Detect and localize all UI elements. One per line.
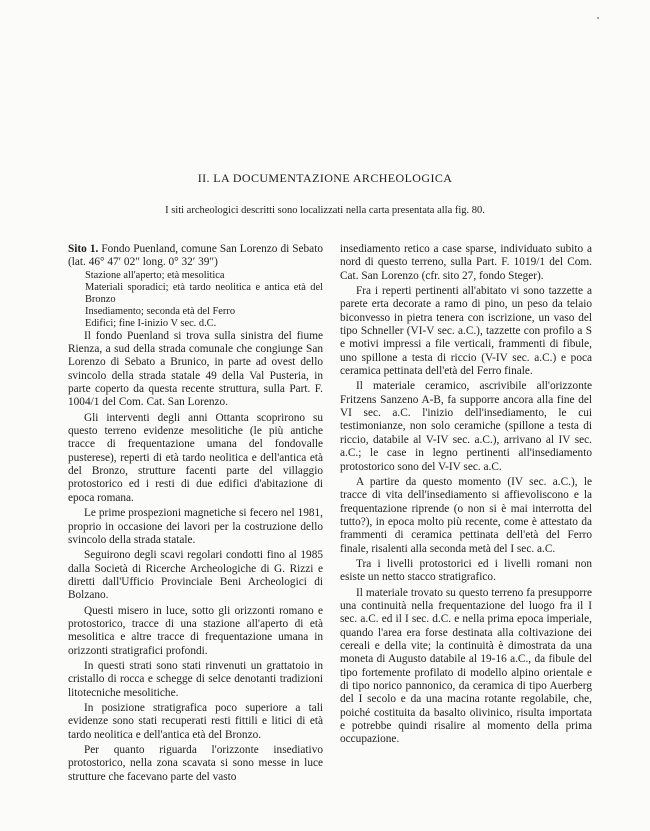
- right-column: [340, 243, 592, 747]
- paragraph: Fra i reperti pertinenti all'abitato vi sono tazzette a parete erta decorate a ramo di pino, un peso da telaio biconvesso in pietra tenera con iscrizione, un vaso del tipo Schneller (VI-V sec. a.C.), tazzette con profilo a S e motivi impressi a file verticali, frammenti di fibule, uno spillone a testa di riccio (V-IV sec. a.C.) e poca ceramica pettinata dell'età del Ferro finale.: [340, 285, 592, 378]
- paragraph: Il materiale trovato su questo terreno fa presupporre una continuità nella frequentazione del luogo fra il I sec. a.C. ed il I sec. d.C. e nella prima epoca imperiale, quando l'area era forse destinata alla coltivazione dei cereali e della vite; la continuità è dimostrata da una moneta di Augusto databile al 19-16 a.C., da fibule del tipo fortemente profilato di modello alpino orientale e di tipo norico pannonico, da ceramica di tipo Auerberg del I secolo e da una macina rotante regolabile, che, poiché costituita da basalto olivinico, risulta importata e potrebbe quindi risalire al momento della prima occupazione.: [340, 586, 592, 746]
- site-detail: Stazione all'aperto; età mesolitica: [85, 269, 225, 281]
- paragraph: In questi strati sono stati rinvenuti un grattatoio in cristallo di rocca e schegge di selce denotanti tradizioni litotecniche mesolitiche.: [68, 659, 323, 699]
- chapter-subtitle: I siti archeologici descritti sono localizzati nella carta presentata alla fig. 80.: [165, 205, 485, 216]
- paragraph: In posizione stratigrafica poco superiore a tali evidenze sono stati recuperati resti fittili e litici di età tardo neolitica e dell'antica età del Bronzo.: [68, 701, 323, 741]
- paragraph: Gli interventi degli anni Ottanta scoprirono su questo terreno evidenze mesolitiche (le più antiche tracce di frequentazione umana del fondovalle pusterese), reperti di età tardo neolitica e dell'antica età del Bronzo, strutture facenti parte del villaggio protostorico ed i resti di due edifici d'abitazione di epoca romana.: [68, 411, 323, 504]
- site-detail: Insediamento; seconda età del Ferro: [85, 305, 236, 317]
- paragraph: Il materiale ceramico, ascrivibile all'orizzonte Fritzens Sanzeno A-B, fa supporre ancora alla fine del VI sec. a.C. l'inizio dell'insediamento, le cui testimonianze, non solo ceramiche (spillone a testa di riccio, databile al V-IV sec. a.C.), arrivano al IV sec. a.C.; le case in legno pertinenti all'insediamento protostorico sono del V-IV sec. a.C.: [340, 380, 592, 473]
- site-detail: Edifici; fine I-inizio V sec. d.C.: [85, 317, 217, 329]
- chapter-heading: II. LA DOCUMENTAZIONE ARCHEOLOGICA: [197, 171, 453, 185]
- site-label: Sito 1.: [68, 243, 99, 255]
- paragraph: Per quanto riguarda l'orizzonte insediativo protostorico, nella zona scavata si sono messe in luce strutture che facevano parte del vasto: [68, 744, 323, 783]
- paragraph: Le prime prospezioni magnetiche si fecero nel 1981, proprio in occasione dei lavori per la costruzione dello svincolo della strada statale.: [68, 507, 323, 546]
- paragraph: Questi misero in luce, sotto gli orizzonti romano e protostorico, tracce di una stazione all'aperto di età mesolitica e altre tracce di frequentazione umana in orizzonti stratigrafici profondi.: [68, 604, 323, 657]
- paragraph: Il fondo Puenland si trova sulla sinistra del fiume Rienza, a sud della strada comunale che congiunge San Lorenzo di Sebato a Brunico, in parte ad ovest dello svincolo della strada statale 49 della Val Pusteria, in parte coperto da questa recente struttura, sulla Part. F. 1004/1 del Com. Cat. San Lorenzo.: [68, 329, 323, 409]
- speck: [597, 17, 599, 19]
- paragraph: insediamento retico a case sparse, individuato subito a nord di questo terreno, sulla Part. F. 1019/1 del Com. Cat. San Lorenzo (cfr. sito 27, fondo Steger).: [340, 243, 592, 282]
- site-detail: Materiali sporadici; età tardo neolitica e antica età del Bronzo: [85, 281, 323, 305]
- paragraph: Tra i livelli protostorici ed i livelli romani non esiste un netto stacco stratigrafico.: [340, 557, 592, 584]
- paragraph: Seguirono degli scavi regolari condotti fino al 1985 dalla Società di Ricerche Archeologiche di G. Rizzi e diretti dall'Ufficio Provinciale Beni Archeologici di Bolzano.: [68, 549, 323, 602]
- site-title: Fondo Puenland, comune San Lorenzo di Sebato (lat. 46° 47′ 02″ long. 0° 32′ 39″): [68, 243, 323, 269]
- site-heading: [68, 243, 323, 270]
- paragraph: A partire da questo momento (IV sec. a.C.), le tracce di vita dell'insediamento si affievoliscono e la frequentazione riprende (o non si è mai interrotta del tutto?), in epoca molto più recente, come è attestato da frammenti di ceramica pettinata dell'età del Ferro finale, risalenti alla seconda metà del I sec. a.C.: [340, 475, 592, 555]
- left-column: [68, 243, 323, 784]
